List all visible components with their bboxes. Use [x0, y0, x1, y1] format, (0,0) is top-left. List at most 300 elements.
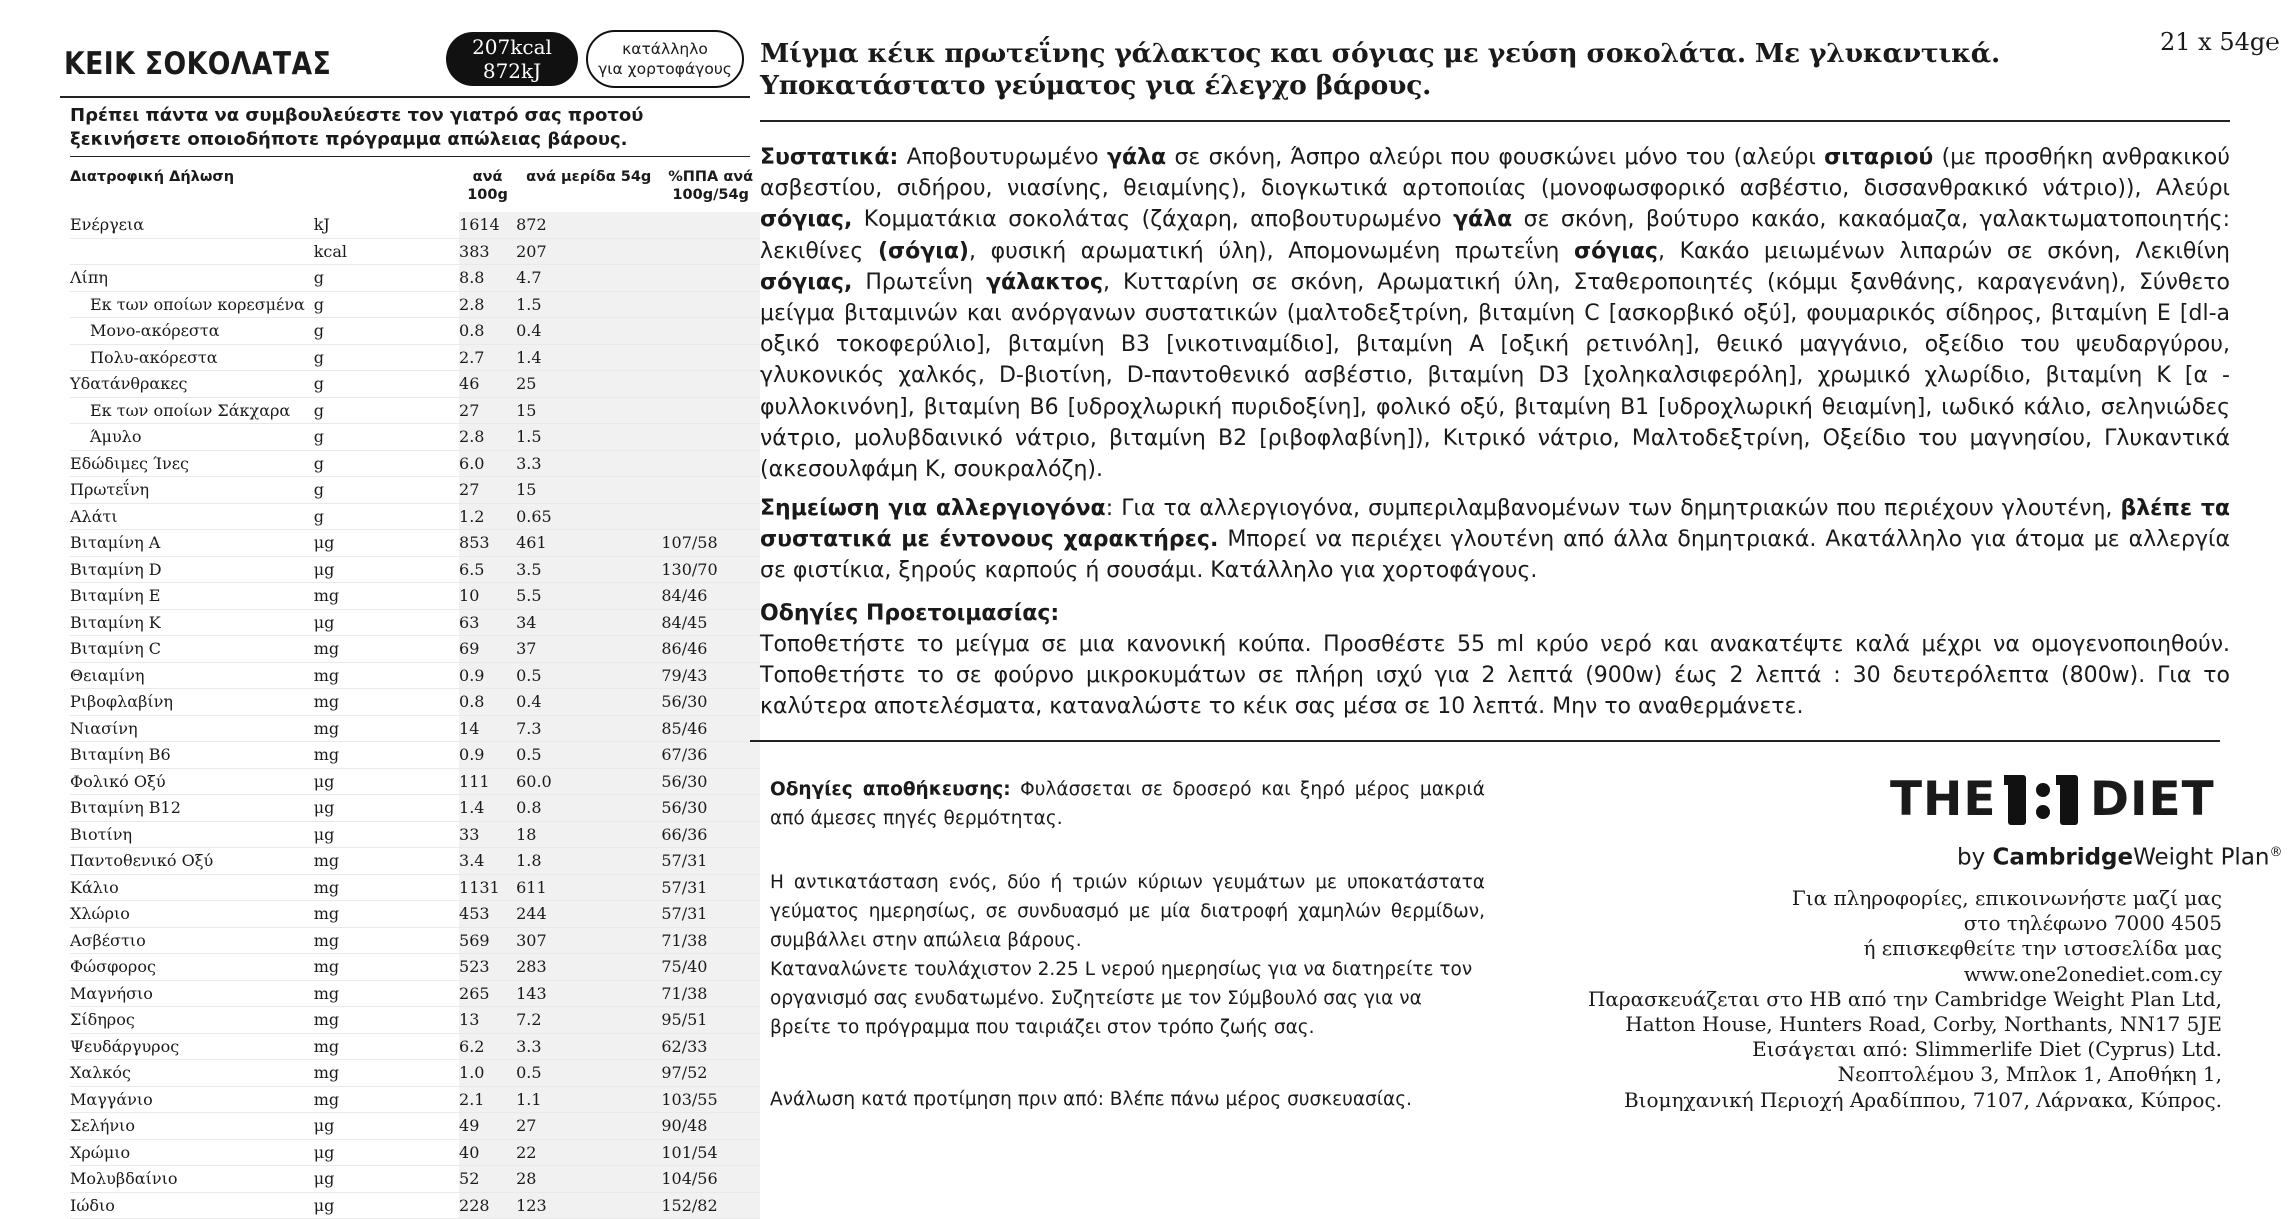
nutrient-name: Νιασίνη — [70, 715, 314, 742]
nutrient-unit: g — [314, 424, 459, 451]
nutrient-name: Ιώδιο — [70, 1192, 314, 1219]
ingredient-text: σε σκόνη, βούτυρο κακάο, κακαόμαζα, γαλακτωματοποιητής: λεκιθίνες — [760, 207, 2230, 264]
nutrient-unit: mg — [314, 689, 459, 716]
ingredient-text: , Κακάο μειωμένων λιπαρών σε σκόνη, Λεκιθίνη — [1657, 238, 2231, 264]
allergen-label: Σημείωση για αλλεργιογόνα — [760, 496, 1106, 521]
nutrition-row — [70, 477, 760, 504]
nutrition-header-per54: ανά μερίδα 54g — [526, 169, 652, 185]
value-per-serving: 872 — [516, 212, 661, 238]
reference-intake: 71/38 — [661, 980, 760, 1007]
nutrient-unit: mg — [314, 662, 459, 689]
value-per-serving: 283 — [516, 954, 661, 981]
value-per-serving: 3.3 — [516, 1033, 661, 1060]
nutrition-row — [70, 503, 760, 530]
reference-intake: 84/46 — [661, 583, 760, 610]
value-per-100g: 0.9 — [459, 662, 516, 689]
product-title: ΚΕΙΚ ΣΟΚΟΛΑΤΑΣ — [64, 46, 332, 82]
nutrient-name: Μολυβδαίνιο — [70, 1166, 314, 1193]
registered-mark: ® — [2269, 845, 2283, 860]
nutrition-row — [70, 901, 760, 928]
nutrition-row — [70, 1033, 760, 1060]
nutrient-unit: μg — [314, 1166, 459, 1193]
nutrient-unit: μg — [314, 1139, 459, 1166]
reference-intake: 130/70 — [661, 556, 760, 583]
nutrition-row — [70, 609, 760, 636]
divider — [60, 96, 750, 98]
contact-line: Βιομηχανική Περιοχή Αραδίππου, 7107, Λάρνακα, Κύπρος. — [1623, 1087, 2222, 1112]
reference-intake: 56/30 — [661, 689, 760, 716]
nutrient-unit: μg — [314, 768, 459, 795]
nutrient-name: Ριβοφλαβίνη — [70, 689, 314, 716]
nutrition-row — [70, 583, 760, 610]
nutrient-name: Ψευδάργυρος — [70, 1033, 314, 1060]
value-per-100g: 383 — [459, 238, 516, 265]
nutrient-name: Σελήνιο — [70, 1113, 314, 1140]
value-per-100g: 111 — [459, 768, 516, 795]
reference-intake: 79/43 — [661, 662, 760, 689]
nutrient-name: Πρωτεΐνη — [70, 477, 314, 504]
nutrition-header-row — [70, 168, 760, 212]
contact-info — [1462, 886, 2222, 1113]
nutrient-name: Χλώριο — [70, 901, 314, 928]
contact-line: Για πληροφορίες, επικοινωνήστε μαζί μας — [1791, 886, 2222, 910]
nutrition-row — [70, 874, 760, 901]
nutrition-row — [70, 1166, 760, 1193]
value-per-serving: 3.3 — [516, 450, 661, 477]
ingredient-text: Αποβουτυρωμένο — [898, 145, 1107, 170]
nutrient-name: Αλάτι — [70, 503, 314, 530]
reference-intake: 97/52 — [661, 1060, 760, 1087]
value-per-serving: 25 — [516, 371, 661, 398]
reference-intake: 57/31 — [661, 901, 760, 928]
value-per-serving: 5.5 — [516, 583, 661, 610]
nutrient-unit: mg — [314, 715, 459, 742]
value-per-100g: 63 — [459, 609, 516, 636]
energy-badge — [446, 32, 578, 86]
value-per-serving: 244 — [516, 901, 661, 928]
vegetarian-badge-line2: για χορτοφάγους — [598, 60, 732, 78]
value-per-serving: 0.65 — [516, 503, 661, 530]
nutrition-row — [70, 1086, 760, 1113]
ingredients-list — [760, 145, 2230, 482]
value-per-serving: 27 — [516, 1113, 661, 1140]
brand-weight-plan: Weight Plan — [2133, 844, 2270, 871]
product-header — [60, 26, 750, 86]
nutrition-row — [70, 212, 760, 238]
nutrition-row — [70, 689, 760, 716]
nutrient-name: Εδώδιμες Ίνες — [70, 450, 314, 477]
reference-intake — [661, 212, 760, 238]
nutrient-unit: kcal — [314, 238, 459, 265]
reference-intake — [661, 344, 760, 371]
meal-replacement-note: Η αντικατάσταση ενός, δύο ή τριών κύριων γευμάτων με υποκατάστατα γεύματος ημερησίως, σε συνδυασμό με μία διατροφή χαμηλών θερμίδων, συμβάλλει στην απώλεια βάρους. — [770, 872, 1485, 951]
value-per-serving: 143 — [516, 980, 661, 1007]
reference-intake: 90/48 — [661, 1113, 760, 1140]
nutrient-unit: g — [314, 318, 459, 345]
nutrient-unit: μg — [314, 1113, 459, 1140]
nutrition-row — [70, 450, 760, 477]
value-per-serving: 123 — [516, 1192, 661, 1219]
pack-size: 21 x 54g℮ — [2160, 28, 2280, 56]
brand-by: by — [1957, 844, 1993, 871]
reference-intake: 86/46 — [661, 636, 760, 663]
reference-intake: 57/31 — [661, 874, 760, 901]
nutrition-row — [70, 265, 760, 292]
reference-intake — [661, 371, 760, 398]
value-per-100g: 52 — [459, 1166, 516, 1193]
nutrient-unit: μg — [314, 530, 459, 557]
value-per-100g: 1614 — [459, 212, 516, 238]
water-note: Καταναλώνετε τουλάχιστον 2.25 L νερού ημερησίως για να διατηρείτε τον οργανισμό σας ενυδατωμένο. Συζητείστε με τον Σύμβουλό σας για να βρείτε το πρόγραμμα που ταιριάζει στον τρόπο ζωής σας. — [770, 959, 1473, 1038]
value-per-serving: 1.1 — [516, 1086, 661, 1113]
nutrition-row — [70, 371, 760, 398]
ingredient-text: σε σκόνη, Άσπρο αλεύρι που φουσκώνει μόνο του (αλεύρι — [1166, 145, 1825, 170]
value-per-serving: 0.4 — [516, 318, 661, 345]
nutrient-name: Ασβέστιο — [70, 927, 314, 954]
brand-cambridge: Cambridge — [1992, 844, 2134, 871]
value-per-100g: 523 — [459, 954, 516, 981]
reference-intake — [661, 424, 760, 451]
nutrient-unit: mg — [314, 980, 459, 1007]
nutrient-unit: mg — [314, 583, 459, 610]
value-per-serving: 611 — [516, 874, 661, 901]
reference-intake: 56/30 — [661, 795, 760, 822]
nutrition-row — [70, 556, 760, 583]
description-line-1: Μίγμα κέικ πρωτεΐνης γάλακτος και σόγιας με γεύση σοκολάτα. Με γλυκαντικά. — [760, 38, 2001, 69]
nutrition-header-ri: %ΠΠΑ ανά 100g/54g — [668, 169, 754, 203]
nutrient-name: Βιταμίνη C — [70, 636, 314, 663]
nutrient-name: Μαγγάνιο — [70, 1086, 314, 1113]
nutrient-name: Βιταμίνη K — [70, 609, 314, 636]
nutrient-name: Παντοθενικό Οξύ — [70, 848, 314, 875]
contact-line: Εισάγεται από: Slimmerlife Diet (Cyprus) Ltd. — [1752, 1037, 2222, 1062]
nutrient-name: Υδατάνθρακες — [70, 371, 314, 398]
nutrition-panel — [60, 26, 754, 1215]
storage-instructions — [770, 775, 1485, 833]
value-per-100g: 40 — [459, 1139, 516, 1166]
description-line-2: Υποκατάστατο γεύματος για έλεγχο βάρους. — [760, 70, 1432, 101]
nutrition-row — [70, 715, 760, 742]
nutrient-unit: kJ — [314, 212, 459, 238]
value-per-100g: 1.0 — [459, 1060, 516, 1087]
value-per-100g: 453 — [459, 901, 516, 928]
product-description — [760, 38, 2010, 102]
value-per-serving: 1.5 — [516, 424, 661, 451]
reference-intake — [661, 238, 760, 265]
nutrition-row — [70, 980, 760, 1007]
value-per-serving: 307 — [516, 927, 661, 954]
nutrient-name: Λίπη — [70, 265, 314, 292]
allergen-ingredient: σιταριού — [1824, 145, 1934, 170]
storage-text: Φυλάσσεται σε δροσερό και ξηρό μέρος μακριά από άμεσες πηγές θερμότητας. — [770, 779, 1485, 829]
value-per-100g: 10 — [459, 583, 516, 610]
value-per-100g: 228 — [459, 1192, 516, 1219]
value-per-serving: 3.5 — [516, 556, 661, 583]
allergen-ingredient: γάλακτος — [986, 269, 1104, 295]
nutrition-row — [70, 318, 760, 345]
value-per-100g: 2.7 — [459, 344, 516, 371]
value-per-100g: 0.8 — [459, 689, 516, 716]
reference-intake: 67/36 — [661, 742, 760, 769]
nutrition-row — [70, 768, 760, 795]
allergen-ingredient: σόγιας, — [760, 207, 853, 233]
value-per-serving: 4.7 — [516, 265, 661, 292]
nutrient-name: Βιταμίνη B12 — [70, 795, 314, 822]
reference-intake: 107/58 — [661, 530, 760, 557]
value-per-100g: 1.4 — [459, 795, 516, 822]
nutrient-unit: mg — [314, 848, 459, 875]
divider — [750, 740, 2220, 742]
value-per-100g: 2.8 — [459, 424, 516, 451]
nutrient-name: Χρώμιο — [70, 1139, 314, 1166]
nutrient-unit: g — [314, 344, 459, 371]
brand-byline — [1957, 838, 2283, 873]
nutrition-row — [70, 636, 760, 663]
value-per-100g: 6.5 — [459, 556, 516, 583]
best-before-note: Ανάλωση κατά προτίμηση πριν από: Βλέπε πάνω μέρος συσκευασίας. — [770, 1089, 1412, 1110]
nutrition-header-name: Διατροφική Δήλωση — [70, 169, 235, 185]
nutrient-unit: g — [314, 477, 459, 504]
nutrition-row — [70, 795, 760, 822]
reference-intake — [661, 397, 760, 424]
reference-intake — [661, 265, 760, 292]
allergen-ingredient: γάλα — [1106, 145, 1167, 170]
nutrition-row — [70, 530, 760, 557]
kj-value: 872kJ — [482, 59, 542, 83]
allergen-text: : Για τα αλλεργιογόνα, συμπεριλαμβανομένων των δημητριακών που περιέχουν γλουτένη, — [1105, 496, 2121, 521]
nutrient-unit: g — [314, 503, 459, 530]
value-per-serving: 37 — [516, 636, 661, 663]
nutrient-unit: μg — [314, 556, 459, 583]
reference-intake: 101/54 — [661, 1139, 760, 1166]
medical-warning: Πρέπει πάντα να συμβουλεύεστε τον γιατρό σας προτού ξεκινήσετε οποιοδήποτε πρόγραμμα απώλειας βάρους. — [70, 105, 644, 150]
divider — [70, 156, 750, 157]
contact-line: στο τηλέφωνο 7000 4505 — [1963, 911, 2222, 936]
nutrition-row — [70, 238, 760, 265]
nutrient-unit: g — [314, 397, 459, 424]
nutrient-unit: mg — [314, 1033, 459, 1060]
nutrient-unit: mg — [314, 927, 459, 954]
vegetarian-badge — [586, 30, 744, 88]
nutrient-unit: g — [314, 291, 459, 318]
contact-line: Νεοπτολέμου 3, Μπλοκ 1, Αποθήκη 1, — [1837, 1062, 2222, 1087]
nutrient-name: Μαγνήσιο — [70, 980, 314, 1007]
reference-intake — [661, 450, 760, 477]
value-per-serving: 461 — [516, 530, 661, 557]
allergen-ingredient: γάλα — [1453, 207, 1513, 233]
allergen-text-2: Μπορεί να περιέχει γλουτένη από άλλα δημητριακά. Ακατάλληλο για άτομα με αλλεργία σε φιστίκια, ξηρούς καρπούς ή σουσάμι. Κατάλληλο για χορτοφάγους. — [760, 527, 2230, 584]
value-per-100g: 46 — [459, 371, 516, 398]
value-per-100g: 6.2 — [459, 1033, 516, 1060]
nutrient-name: Θειαμίνη — [70, 662, 314, 689]
ingredient-text: Πρωτεΐνη — [852, 269, 987, 295]
nutrient-unit: mg — [314, 901, 459, 928]
value-per-serving: 15 — [516, 397, 661, 424]
value-per-serving: 15 — [516, 477, 661, 504]
nutrition-row — [70, 742, 760, 769]
preparation-title: Οδηγίες Προετοιμασίας: — [760, 601, 1060, 626]
nutrient-name: Πολυ-ακόρεστα — [70, 344, 314, 371]
value-per-100g: 265 — [459, 980, 516, 1007]
value-per-serving: 207 — [516, 238, 661, 265]
ingredient-text: , Κυτταρίνη σε σκόνη, Αρωματική ύλη, Σταθεροποιητές (κόμμι ξανθάνης, καραγενάνη), Σύνθετο μείγμα βιταμινών και ανόργανων συστατικών (μαλτοδεξτρίνη, βιταμίνη C [ασκορβικό οξύ], φουμαρικός σίδηρος, βιταμίνη E [dl-a οξικό τοκοφερύλιο], βιταμίνη B3 [νικοτιναμίδιο], βιταμίνη A [οξική ρετινόλη], θειικό μαγγάνιο, οξείδιο του ψευδαργύρου, γλυκονικός χαλκός, D-βιοτίνη, D-παντοθενικό ασβέστιο, βιταμίνη D3 [χοληκαλσιφερόλη], χρωμικό χλωρίδιο, βιταμίνη K [α - φυλλοκινόνη], βιταμίνη B6 [υδροχλωρική πυριδοξίνη], φολικό οξύ, βιταμίνη B1 [υδροχλωρική θειαμίνη], ιωδικό κάλιο, σεληνιώδες νάτριο, μολυβδαινικό νάτριο, βιταμίνη B2 [ριβοφλαβίνη]), Κιτρικό νάτριο, Μαλτοδεξτρίνη, Οξείδιο του μαγνησίου, Γλυκαντικά (ακεσουλφάμη K, σουκραλόζη). — [760, 269, 2230, 483]
nutrient-unit: mg — [314, 954, 459, 981]
logo-word-diet: DIET — [2090, 772, 2215, 827]
nutrition-row — [70, 662, 760, 689]
value-per-serving: 60.0 — [516, 768, 661, 795]
reference-intake: 84/45 — [661, 609, 760, 636]
value-per-serving: 28 — [516, 1166, 661, 1193]
reference-intake — [661, 503, 760, 530]
storage-label: Οδηγίες αποθήκευσης: — [770, 779, 1011, 800]
value-per-100g: 13 — [459, 1007, 516, 1034]
nutrition-table-body — [70, 212, 760, 1219]
value-per-serving: 1.5 — [516, 291, 661, 318]
reference-intake: 95/51 — [661, 1007, 760, 1034]
nutrition-table — [70, 168, 760, 1219]
allergen-ingredient: σόγιας, — [760, 269, 853, 295]
nutrient-unit: mg — [314, 636, 459, 663]
nutrient-name: Βιταμίνη E — [70, 583, 314, 610]
reference-intake — [661, 318, 760, 345]
nutrient-name: Μονο-ακόρεστα — [70, 318, 314, 345]
value-per-100g: 6.0 — [459, 450, 516, 477]
value-per-serving: 0.4 — [516, 689, 661, 716]
value-per-serving: 7.3 — [516, 715, 661, 742]
reference-intake: 62/33 — [661, 1033, 760, 1060]
value-per-100g: 853 — [459, 530, 516, 557]
nutrition-row — [70, 1192, 760, 1219]
nutrition-row — [70, 424, 760, 451]
value-per-serving: 18 — [516, 821, 661, 848]
nutrient-name: Χαλκός — [70, 1060, 314, 1087]
nutrition-row — [70, 1139, 760, 1166]
value-per-100g: 3.4 — [459, 848, 516, 875]
value-per-serving: 1.4 — [516, 344, 661, 371]
value-per-serving: 7.2 — [516, 1007, 661, 1034]
vegetarian-badge-line1: κατάλληλο — [622, 40, 708, 58]
value-per-100g: 14 — [459, 715, 516, 742]
nutrition-row — [70, 821, 760, 848]
value-per-100g: 2.8 — [459, 291, 516, 318]
nutrient-unit: mg — [314, 874, 459, 901]
value-per-serving: 0.5 — [516, 742, 661, 769]
allergen-ingredient: σόγιας — [1574, 238, 1658, 264]
nutrient-unit: mg — [314, 1060, 459, 1087]
ingredient-text: , φυσική αρωματική ύλη), Απομονωμένη πρωτεΐνη — [968, 238, 1574, 264]
value-per-100g: 27 — [459, 397, 516, 424]
nutrient-name: Φολικό Οξύ — [70, 768, 314, 795]
reference-intake — [661, 291, 760, 318]
preparation-text: Τοποθετήστε το μείγμα σε μια κανονική κούπα. Προσθέστε 55 ml κρύο νερό και ανακατέψτε καλά μέχρι να ομογενοποιηθούν. Τοποθετήστε το σε φούρνο μικροκυμάτων σε πλήρη ισχύ για 2 λεπτά (900w) έως 2 λεπτά : 30 δευτερόλεπτα (800w). Για το καλύτερα αποτελέσματα, καταναλώστε το κέικ σας μέσα σε 10 λεπτά. Μην το αναθερμάνετε. — [760, 632, 2230, 720]
reference-intake: 56/30 — [661, 768, 760, 795]
nutrient-name: Άμυλο — [70, 424, 314, 451]
allergen-note — [760, 493, 2230, 587]
nutrient-name: Εκ των οποίων Σάκχαρα — [70, 397, 314, 424]
nutrient-name: Βιταμίνη B6 — [70, 742, 314, 769]
ingredients-text — [760, 142, 2230, 485]
value-per-serving: 0.5 — [516, 1060, 661, 1087]
nutrient-name: Βιταμίνη D — [70, 556, 314, 583]
nutrient-unit: mg — [314, 1086, 459, 1113]
reference-intake: 75/40 — [661, 954, 760, 981]
contact-line: Hatton House, Hunters Road, Corby, Northants, NN17 5JE — [1625, 1012, 2222, 1037]
nutrition-row — [70, 848, 760, 875]
reference-intake: 104/56 — [661, 1166, 760, 1193]
reference-intake: 152/82 — [661, 1192, 760, 1219]
ingredients-label: Συστατικά: — [760, 145, 899, 170]
value-per-100g: 2.1 — [459, 1086, 516, 1113]
one-to-one-logo-mark — [2004, 773, 2082, 827]
divider — [760, 120, 2230, 122]
nutrient-unit: g — [314, 450, 459, 477]
nutrition-header-per100: ανά 100g — [467, 169, 508, 203]
allergen-bold-text: βλέπε τα συστατικά με έντονους χαρακτήρες. — [760, 496, 2231, 553]
nutrient-unit: μg — [314, 795, 459, 822]
nutrient-unit: g — [314, 371, 459, 398]
nutrition-row — [70, 954, 760, 981]
value-per-100g: 0.8 — [459, 318, 516, 345]
value-per-100g: 569 — [459, 927, 516, 954]
logo-word-the: THE — [1890, 772, 1997, 827]
nutrient-unit: μg — [314, 609, 459, 636]
contact-line: ή επισκεφθείτε την ιστοσελίδα μας — [1863, 936, 2222, 961]
nutrition-row — [70, 1113, 760, 1140]
reference-intake: 71/38 — [661, 927, 760, 954]
allergen-ingredient: (σόγια) — [877, 238, 969, 264]
ingredient-text: Κομματάκια σοκολάτας (ζάχαρη, αποβουτυρωμένο — [852, 207, 1454, 233]
value-per-serving: 22 — [516, 1139, 661, 1166]
value-per-serving: 34 — [516, 609, 661, 636]
nutrient-unit: g — [314, 265, 459, 292]
nutrient-unit: μg — [314, 821, 459, 848]
nutrition-row — [70, 927, 760, 954]
nutrient-name: Φώσφορος — [70, 954, 314, 981]
value-per-100g: 1131 — [459, 874, 516, 901]
nutrient-name: Βιταμίνη A — [70, 530, 314, 557]
reference-intake: 66/36 — [661, 821, 760, 848]
value-per-100g: 33 — [459, 821, 516, 848]
nutrition-row — [70, 1007, 760, 1034]
kcal-value: 207kcal — [472, 35, 552, 59]
value-per-100g: 49 — [459, 1113, 516, 1140]
nutrition-row — [70, 344, 760, 371]
reference-intake — [661, 477, 760, 504]
nutrient-name: Σίδηρος — [70, 1007, 314, 1034]
value-per-100g: 8.8 — [459, 265, 516, 292]
contact-line: www.one2onediet.com.cy — [1963, 961, 2222, 986]
nutrient-name: Κάλιο — [70, 874, 314, 901]
nutrient-name: Βιοτίνη — [70, 821, 314, 848]
value-per-100g: 0.9 — [459, 742, 516, 769]
nutrient-name: Ενέργεια — [70, 212, 314, 238]
value-per-serving: 1.8 — [516, 848, 661, 875]
contact-line: Παρασκευάζεται στο ΗΒ από την Cambridge Weight Plan Ltd, — [1587, 986, 2222, 1011]
ingredient-text: (με προσθήκη ανθρακικού ασβεστίου, σιδήρου, νιασίνης, θειαμίνης), διογκωτικά αρτοποιίας (μονοφωσφορικό ασβέστιο, δισσανθρακικό νάτριο)), Αλεύρι — [760, 145, 2230, 202]
nutrition-row — [70, 397, 760, 424]
nutrient-name — [70, 238, 314, 265]
value-per-serving: 0.8 — [516, 795, 661, 822]
nutrient-unit: mg — [314, 742, 459, 769]
value-per-100g: 27 — [459, 477, 516, 504]
nutrient-unit: μg — [314, 1192, 459, 1219]
value-per-serving: 0.5 — [516, 662, 661, 689]
reference-intake: 57/31 — [661, 848, 760, 875]
nutrient-name: Εκ των οποίων κορεσμένα — [70, 291, 314, 318]
value-per-100g: 1.2 — [459, 503, 516, 530]
value-per-100g: 69 — [459, 636, 516, 663]
nutrition-row — [70, 1060, 760, 1087]
